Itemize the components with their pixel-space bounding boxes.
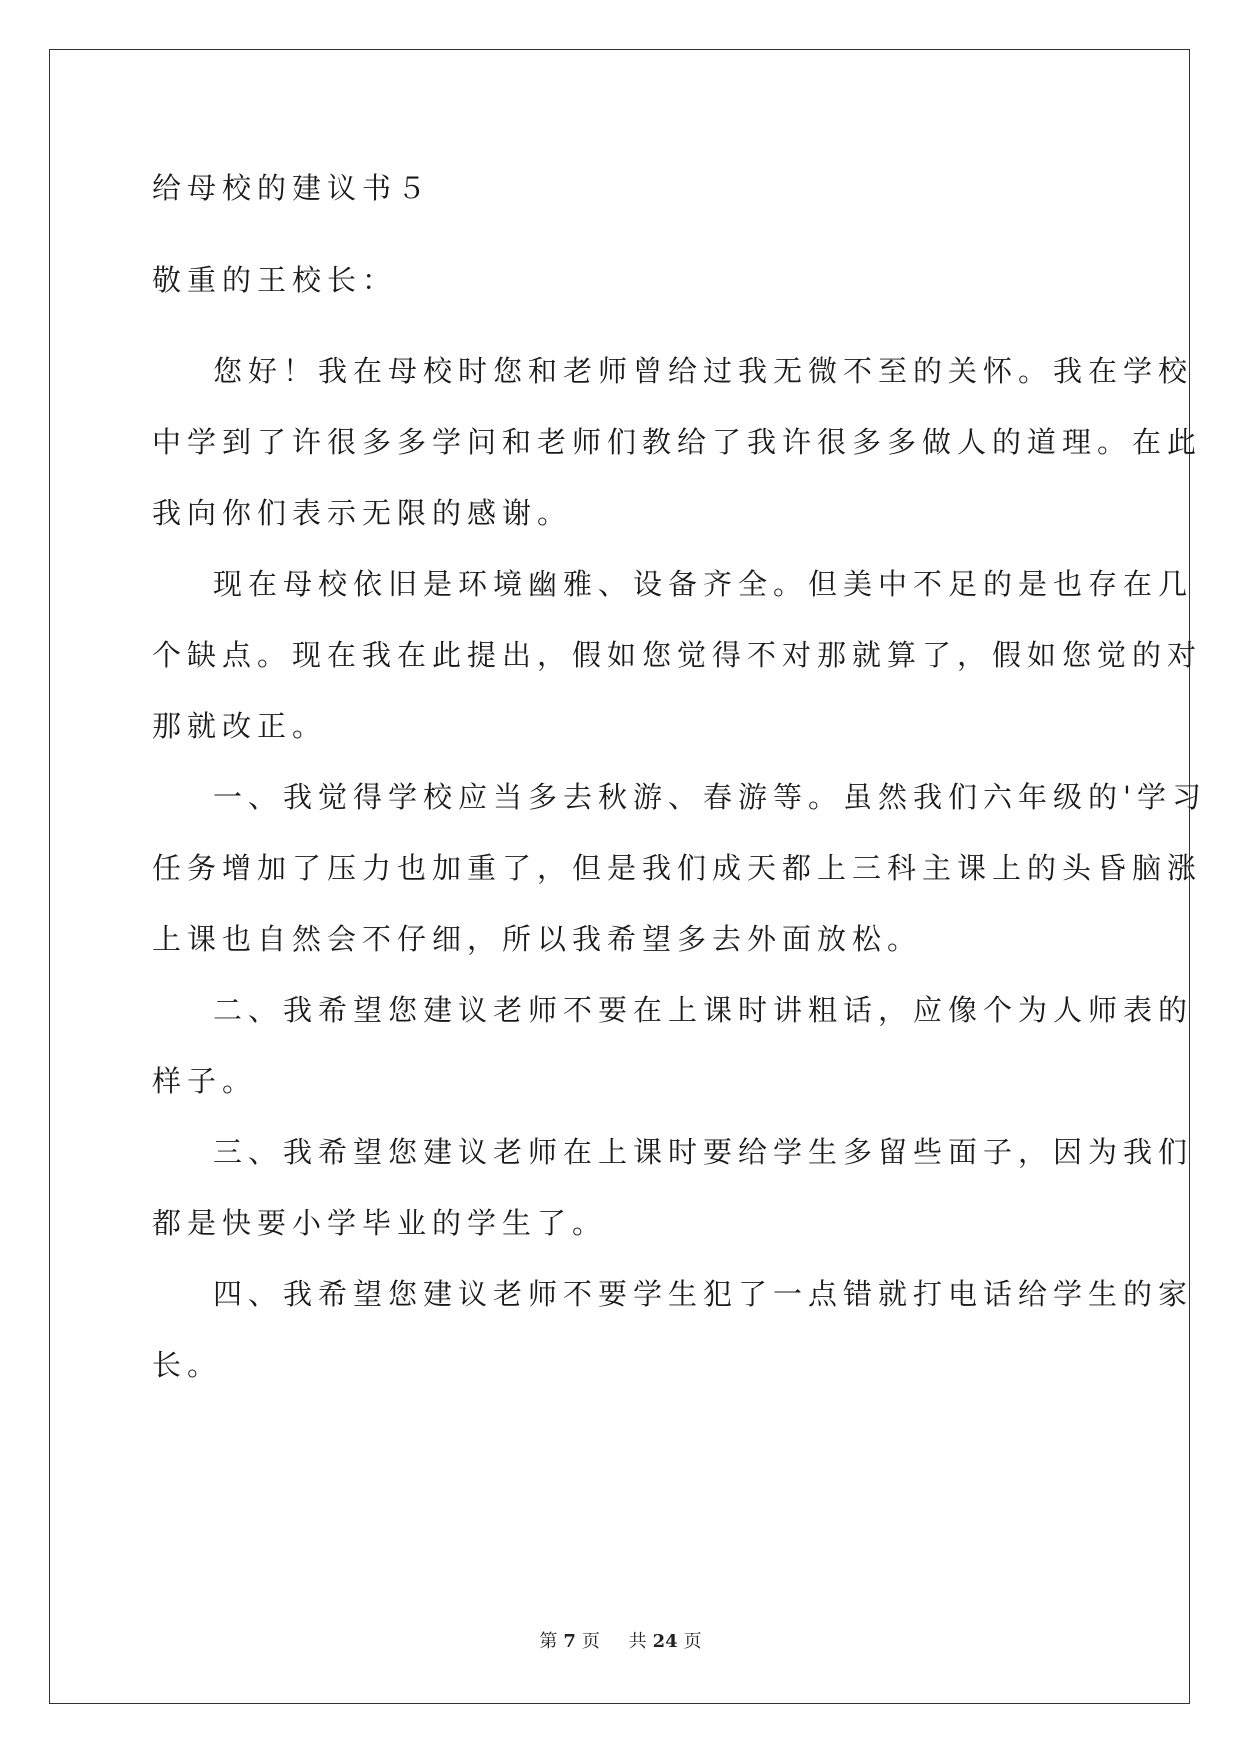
paragraph-line: 我向你们表示无限的感谢。 (152, 496, 573, 530)
total-pages-indicator (626, 1631, 705, 1652)
page-suffix: 页 (581, 1631, 600, 1652)
paragraph-line: 都是快要小学毕业的学生了。 (152, 1206, 608, 1240)
paragraph-line: 三、我希望您建议老师在上课时要给学生多留些面子，因为我们 (213, 1135, 1194, 1169)
page-prefix: 第 (539, 1631, 558, 1652)
paragraph-line: 那就改正。 (152, 709, 328, 743)
paragraph-line: 现在母校依旧是环境幽雅、设备齐全。但美中不足的是也存在几 (213, 567, 1194, 601)
salutation: 敬重的王校长： (152, 263, 398, 297)
page-footer (0, 1627, 1241, 1653)
total-prefix: 共 (628, 1631, 647, 1652)
paragraph-line: 您好！我在母校时您和老师曾给过我无微不至的关怀。我在学校 (213, 354, 1194, 388)
paragraph-line: 任务增加了压力也加重了，但是我们成天都上三科主课上的头昏脑涨 (152, 851, 1203, 885)
paragraph-line: 二、我希望您建议老师不要在上课时讲粗话，应像个为人师表的 (213, 993, 1194, 1027)
total-suffix: 页 (683, 1631, 702, 1652)
paragraph-line: 上课也自然会不仔细，所以我希望多去外面放松。 (152, 922, 923, 956)
paragraph-line: 长。 (152, 1348, 223, 1382)
paragraph-line: 四、我希望您建议老师不要学生犯了一点错就打电话给学生的家 (213, 1277, 1194, 1311)
paragraph-line: 一、我觉得学校应当多去秋游、春游等。虽然我们六年级的'学习 (213, 780, 1207, 814)
paragraph-line: 中学到了许很多多学问和老师们教给了我许很多多做人的道理。在此 (152, 425, 1203, 459)
paragraph-line: 样子。 (152, 1064, 258, 1098)
total-pages: 24 (652, 1631, 678, 1652)
page-number: 7 (563, 1631, 576, 1652)
document-title: 给母校的建议书５ (152, 171, 433, 205)
paragraph-line: 个缺点。现在我在此提出，假如您觉得不对那就算了，假如您觉的对 (152, 638, 1203, 672)
page-indicator (536, 1631, 603, 1652)
